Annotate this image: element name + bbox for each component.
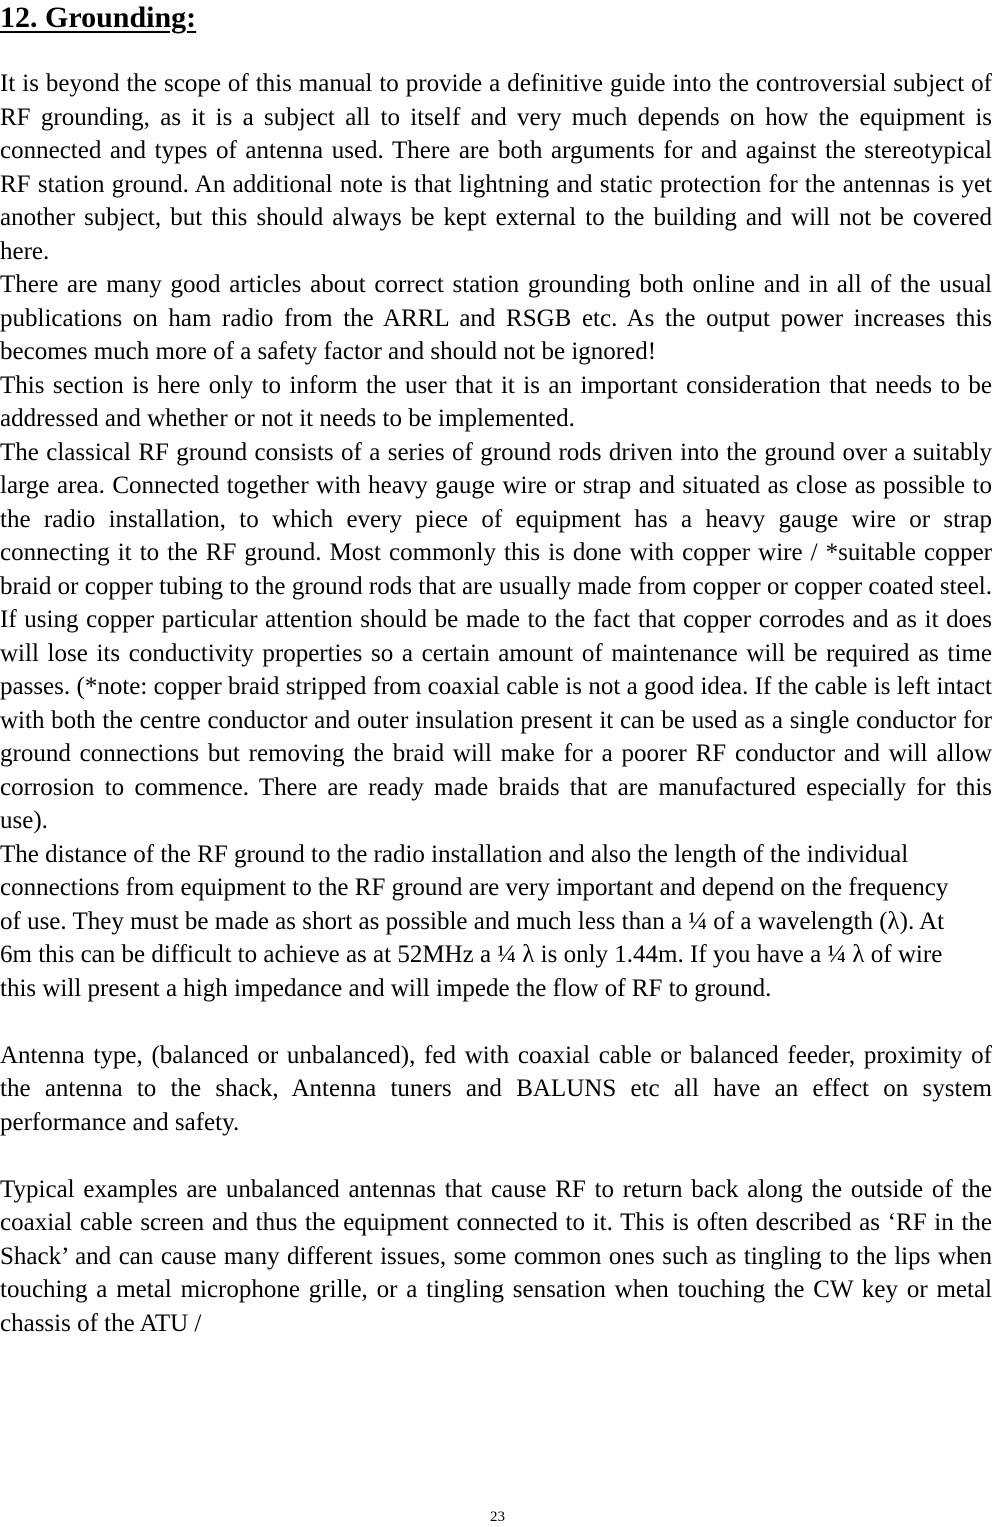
paragraph-classical-ground: The classical RF ground consists of a series of ground rods driven into the ground over a suitably large area. Connected together with heavy gauge wire or strap and situated as close as possible to the radio installation, to which every piece of equipment has a heavy gauge wire or strap connecting it to the RF ground. Most commonly this is done with copper wire / *suitable copper braid or copper tubing to the ground rods that are usually made from copper or copper coated steel. If using copper particular attention should be made to the fact that copper corrodes and as it does will lose its conductivity properties so a certain amount of maintenance will be required as time passes. (*note: copper braid stripped from coaxial cable is not a good idea. If the cable is left intact with both the centre conductor and outer insulation present it can be used as a single conductor for ground connections but removing the braid will make for a poorer RF conductor and will allow corrosion to commence. There are ready made braids that are manufactured especially for this use). (0, 438, 992, 834)
paragraph-purpose: This section is here only to inform the user that it is an important consideration that needs to be addressed and whether or not it needs to be implemented. (0, 371, 992, 432)
paragraph-scope: It is beyond the scope of this manual to provide a definitive guide into the controversial subject of RF grounding, as it is a subject all to itself and very much depends on how the equipment is connected and types of antenna used. There are both arguments for and against the stereotypical RF station ground. An additional note is that lightning and static protection for the antennas is yet another subject, but this should always be kept external to the building and will not be covered here. (0, 70, 992, 265)
paragraph-articles: There are many good articles about correct station grounding both online and in all of the usual publications on ham radio from the ARRL and RSGB etc. As the output power increases this becomes much more of a safety factor and should not be ignored! (0, 271, 992, 365)
paragraph-examples: Typical examples are unbalanced antennas that cause RF to return back along the outside of the coaxial cable screen and thus the equipment connected to it. This is often described as ‘RF in the Shack’ and can cause many different issues, some common ones such as tingling to the lips when touching a metal microphone grille, or a tingling sensation when touching the CW key or metal chassis of the ATU / (0, 1175, 992, 1337)
section-body (0, 67, 992, 1340)
paragraph-antenna-type: Antenna type, (balanced or unbalanced), fed with coaxial cable or balanced feeder, proximity of the antenna to the shack, Antenna tuners and BALUNS etc all have an effect on system performance and safety. (0, 1041, 992, 1136)
paragraph-distance: The distance of the RF ground to the radio installation and also the length of the individual connections from equipment to the RF ground are very important and depend on the frequency of use. They must be made as short as possible and much less than a ¼ of a wavelength (λ). At 6m this can be difficult to achieve as at 52MHz a ¼ λ is only 1.44m. If you have a ¼ λ of wire this will present a high impedance and will impede the flow of RF to ground. (0, 840, 949, 1002)
section-heading: 12. Grounding: (0, 1, 197, 34)
page-number: 23 (490, 1509, 505, 1525)
